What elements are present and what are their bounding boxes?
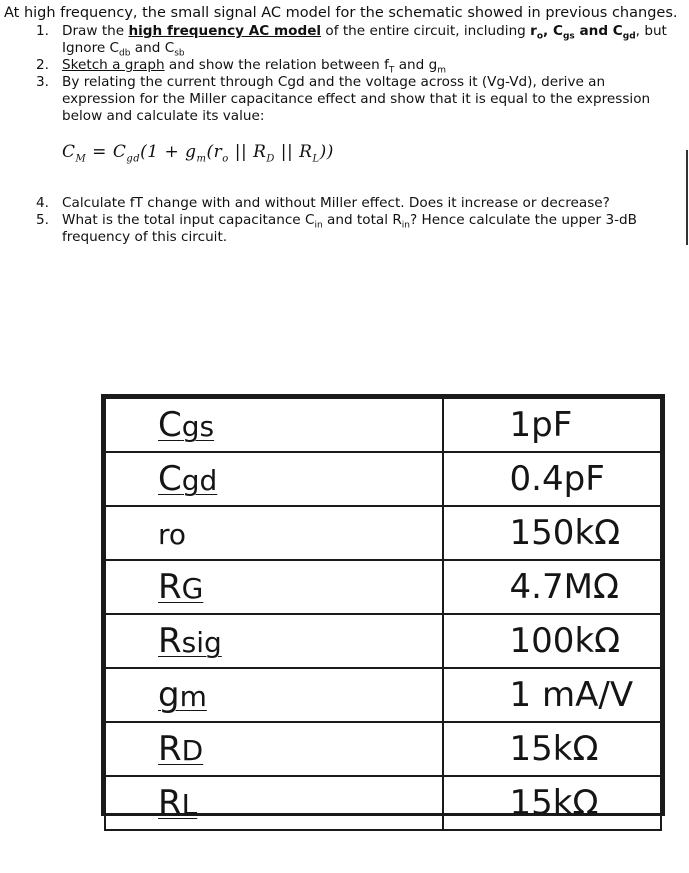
param-value: 15kΩ <box>443 722 661 776</box>
param-name: Cgd <box>105 452 443 506</box>
question-1: 1. Draw the high frequency AC model of the entire circuit, including $r_o$, $C_{gs}$ and $C_{gd}$, but Ignore $C_{db}$ and $C_{sb}$ <box>36 23 667 59</box>
param-name: Rsig <box>105 614 443 668</box>
param-name: ro <box>105 506 443 560</box>
param-value: 1pF <box>443 398 661 452</box>
param-value: 4.7MΩ <box>443 560 661 614</box>
table-row <box>105 452 661 506</box>
param-value: 1 mA/V <box>443 668 661 722</box>
param-value: 15kΩ <box>443 776 661 830</box>
miller-formula: $C_M = C_{gd}(1 + g_m(r_o$ || $R_D$ || $R_L$)) <box>62 142 334 165</box>
intro-text: At high frequency, the small signal AC model for the schematic showed in previous changes. <box>4 5 678 21</box>
question-list-bottom <box>36 195 686 246</box>
question-number: 3. <box>36 74 49 90</box>
high-frequency-ac-model-link: high frequency AC model <box>128 23 322 39</box>
table-row <box>105 614 661 668</box>
param-name: gm <box>105 668 443 722</box>
table-row <box>105 776 661 830</box>
page-edge-line <box>686 150 688 245</box>
param-value: 100kΩ <box>443 614 661 668</box>
question-number: 5. <box>36 212 49 228</box>
question-5: 5. What is the total input capacitance $C_{in}$ and total $R_{in}$? Hence calculate the upper 3-dB frequency of this circuit. <box>36 212 637 245</box>
param-name: RD <box>105 722 443 776</box>
param-value: 150kΩ <box>443 506 661 560</box>
question-number: 1. <box>36 23 49 39</box>
param-name: RL <box>105 776 443 830</box>
param-name: Cgs <box>105 398 443 452</box>
table-row <box>105 722 661 776</box>
question-3: 3. By relating the current through Cgd and the voltage across it (Vg-Vd), derive an expression for the Miller capacitance effect and show that it is equal to the expression below and calculate its value: <box>36 74 651 124</box>
question-number: 2. <box>36 57 49 73</box>
question-4: 4. Calculate fT change with and without Miller effect. Does it increase or decrease? <box>36 195 610 211</box>
table-row <box>105 506 661 560</box>
sketch-a-graph-link: Sketch a graph <box>62 57 165 73</box>
table-row <box>105 398 661 452</box>
table-row <box>105 668 661 722</box>
question-list-top <box>36 23 686 125</box>
table-row <box>105 560 661 614</box>
question-2: 2. Sketch a graph and show the relation between $f_T$ and $g_m$ <box>36 57 447 76</box>
param-value: 0.4pF <box>443 452 661 506</box>
question-number: 4. <box>36 195 49 211</box>
parameter-table <box>101 394 665 823</box>
param-name: RG <box>105 560 443 614</box>
